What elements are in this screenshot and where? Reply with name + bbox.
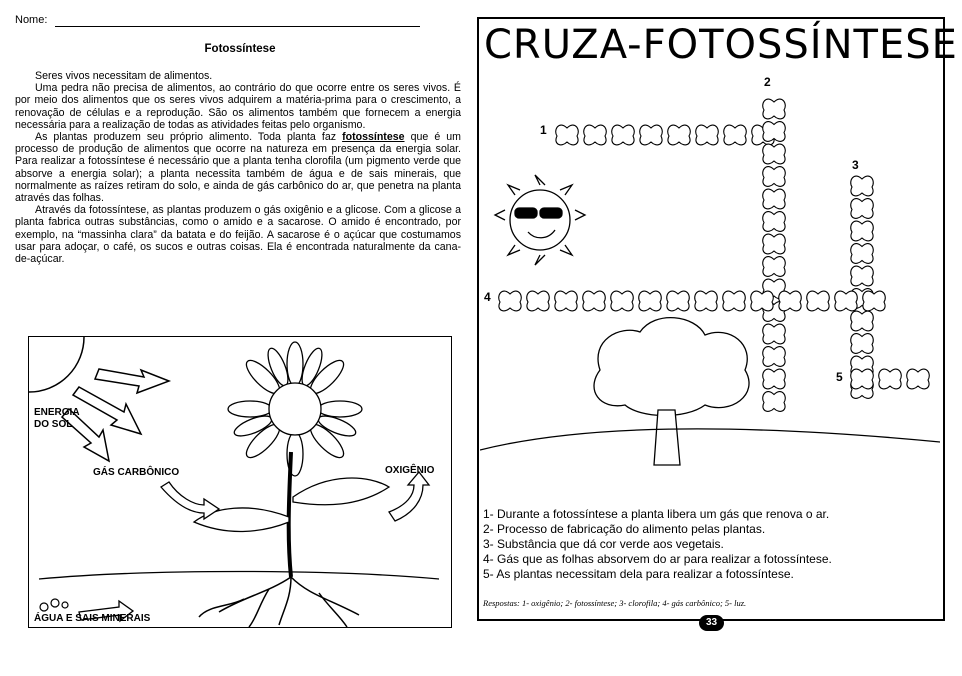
crossword-cell[interactable]: [763, 189, 786, 209]
crossword-cell[interactable]: [779, 291, 802, 311]
clue-number-5: 5: [836, 370, 843, 384]
paragraph-3: [15, 131, 461, 204]
name-label: Nome:: [15, 14, 48, 26]
crossword-cell[interactable]: [763, 212, 786, 232]
crossword-cell[interactable]: [695, 291, 718, 311]
crossword-cell[interactable]: [907, 369, 930, 389]
clue-number-2: 2: [764, 75, 771, 89]
crossword-cell[interactable]: [555, 291, 578, 311]
clue-5: 5- As plantas necessitam dela para realizar a fotossíntese.: [483, 567, 794, 581]
clue-3: 3- Substância que dá cor verde aos vegetais.: [483, 537, 724, 551]
crossword-cell[interactable]: [751, 291, 774, 311]
oxigenio-label: OXIGÊNIO: [385, 465, 435, 476]
crossword-cell[interactable]: [851, 266, 874, 286]
name-line[interactable]: [55, 26, 420, 27]
crossword-cell[interactable]: [763, 99, 786, 119]
crossword-cell[interactable]: [851, 334, 874, 354]
crossword-cell[interactable]: [851, 311, 874, 331]
crossword-cell[interactable]: [612, 125, 635, 145]
clue-1: 1- Durante a fotossíntese a planta libera um gás que renova o ar.: [483, 507, 830, 521]
p3-start: As plantas produzem seu próprio alimento. Toda planta faz: [35, 131, 337, 144]
p3-end: que é um processo de produção de alimentos que ocorre na natureza em presença da energia solar. Para realizar a fotossíntese é necessário que a planta tenha clorofila (um pigmento verde que absorve a energia solar); a planta necessita também de água e de sais minerais, que normalmente as raízes retiram do solo, e ainda de gás carbônico do ar, que penetra na planta através das folhas.: [15, 131, 462, 205]
crossword-cell[interactable]: [851, 221, 874, 241]
crossword-cell[interactable]: [763, 392, 786, 412]
crossword-cell[interactable]: [851, 199, 874, 219]
do-sol-label: DO SOL: [34, 419, 73, 430]
crossword-cell[interactable]: [611, 291, 634, 311]
crossword-cell[interactable]: [763, 257, 786, 277]
body-text: [15, 70, 461, 265]
keyword-fotossintese: fotossíntese: [342, 131, 405, 144]
crossword-cell[interactable]: [763, 369, 786, 389]
diagram-drawing: [29, 337, 451, 627]
energia-label: ENERGIA: [34, 407, 80, 418]
crossword-area: [480, 70, 940, 500]
crossword-cell[interactable]: [763, 347, 786, 367]
agua-label: ÁGUA E SAIS MINERAIS: [34, 613, 151, 624]
crossword-cell[interactable]: [879, 369, 902, 389]
ground-line-icon: [39, 572, 439, 580]
roots-icon: [199, 577, 359, 627]
crossword-cell[interactable]: [584, 125, 607, 145]
crossword-cell[interactable]: [583, 291, 606, 311]
co2-arrow-icon: [161, 482, 219, 519]
crossword-cell[interactable]: [851, 244, 874, 264]
paragraph-2: Uma pedra não precisa de alimentos, ao contrário do que ocorre entre os seres vivos. É por meio dos alimentos que os seres vivos adquirem a matéria-prima para o crescimento, a renovação de células e a reprodução. São os alimentos também que fornecem a energia necessária para a realização de todas as atividades feitas pelo organismo.: [15, 82, 461, 131]
oxygen-arrow-icon: [389, 472, 429, 521]
clue-number-1: 1: [540, 123, 547, 137]
crossword-cell[interactable]: [499, 291, 522, 311]
crossword-cell[interactable]: [763, 167, 786, 187]
crossword-cell[interactable]: [851, 369, 874, 389]
sun-icon: [29, 337, 84, 392]
crossword-cell[interactable]: [863, 291, 886, 311]
crossword-cell[interactable]: [696, 125, 719, 145]
crossword-cell[interactable]: [556, 125, 579, 145]
clue-2: 2- Processo de fabricação do alimento pelas plantas.: [483, 522, 766, 536]
sun-sunglasses-icon: [495, 175, 585, 265]
crossword-cell[interactable]: [763, 122, 786, 142]
paragraph-4: Através da fotossíntese, as plantas produzem o gás oxigênio e a glicose. Com a glicose a planta fabrica outras substâncias, como o amido e a sacarose. O amido é encontrado, por exemplo, na “massinha clara” da batata e do feijão. A sacarose é o açúcar que costumamos usar para adoçar, o café, os sucos e outras coisas. Ela é encontrada naturalmente da cana-de-açúcar.: [15, 204, 461, 266]
crossword-cell[interactable]: [763, 144, 786, 164]
page-title: Fotossíntese: [204, 43, 276, 55]
crossword-cell[interactable]: [763, 234, 786, 254]
crossword-cell[interactable]: [640, 125, 663, 145]
crossword-cell[interactable]: [724, 125, 747, 145]
crossword-title: CRUZA-FOTOSSÍNTESE: [484, 22, 958, 68]
crossword-grid: [480, 70, 940, 500]
crossword-cell[interactable]: [835, 291, 858, 311]
clue-4: 4- Gás que as folhas absorvem do ar para realizar a fotossíntese.: [483, 552, 832, 566]
answers-text: Respostas: 1- oxigênio; 2- fotossíntese; 3- clorofila; 4- gás carbônico; 5- luz.: [483, 598, 747, 608]
clue-list: [483, 507, 832, 582]
crossword-cell[interactable]: [639, 291, 662, 311]
clue-number-3: 3: [852, 158, 859, 172]
sunflower-icon: [194, 342, 389, 577]
crossword-cell[interactable]: [668, 125, 691, 145]
gas-carbonico-label: GÁS CARBÔNICO: [93, 467, 180, 478]
photosynthesis-diagram: [28, 336, 452, 628]
crossword-cell[interactable]: [667, 291, 690, 311]
crossword-cell[interactable]: [723, 291, 746, 311]
page-number: 33: [699, 615, 724, 631]
paragraph-1: Seres vivos necessitam de alimentos.: [35, 70, 213, 82]
crossword-cell[interactable]: [851, 176, 874, 196]
crossword-cell[interactable]: [527, 291, 550, 311]
clue-number-4: 4: [484, 290, 491, 304]
crossword-cell[interactable]: [807, 291, 830, 311]
water-bubbles-icon: [40, 599, 68, 611]
crossword-cell[interactable]: [763, 324, 786, 344]
